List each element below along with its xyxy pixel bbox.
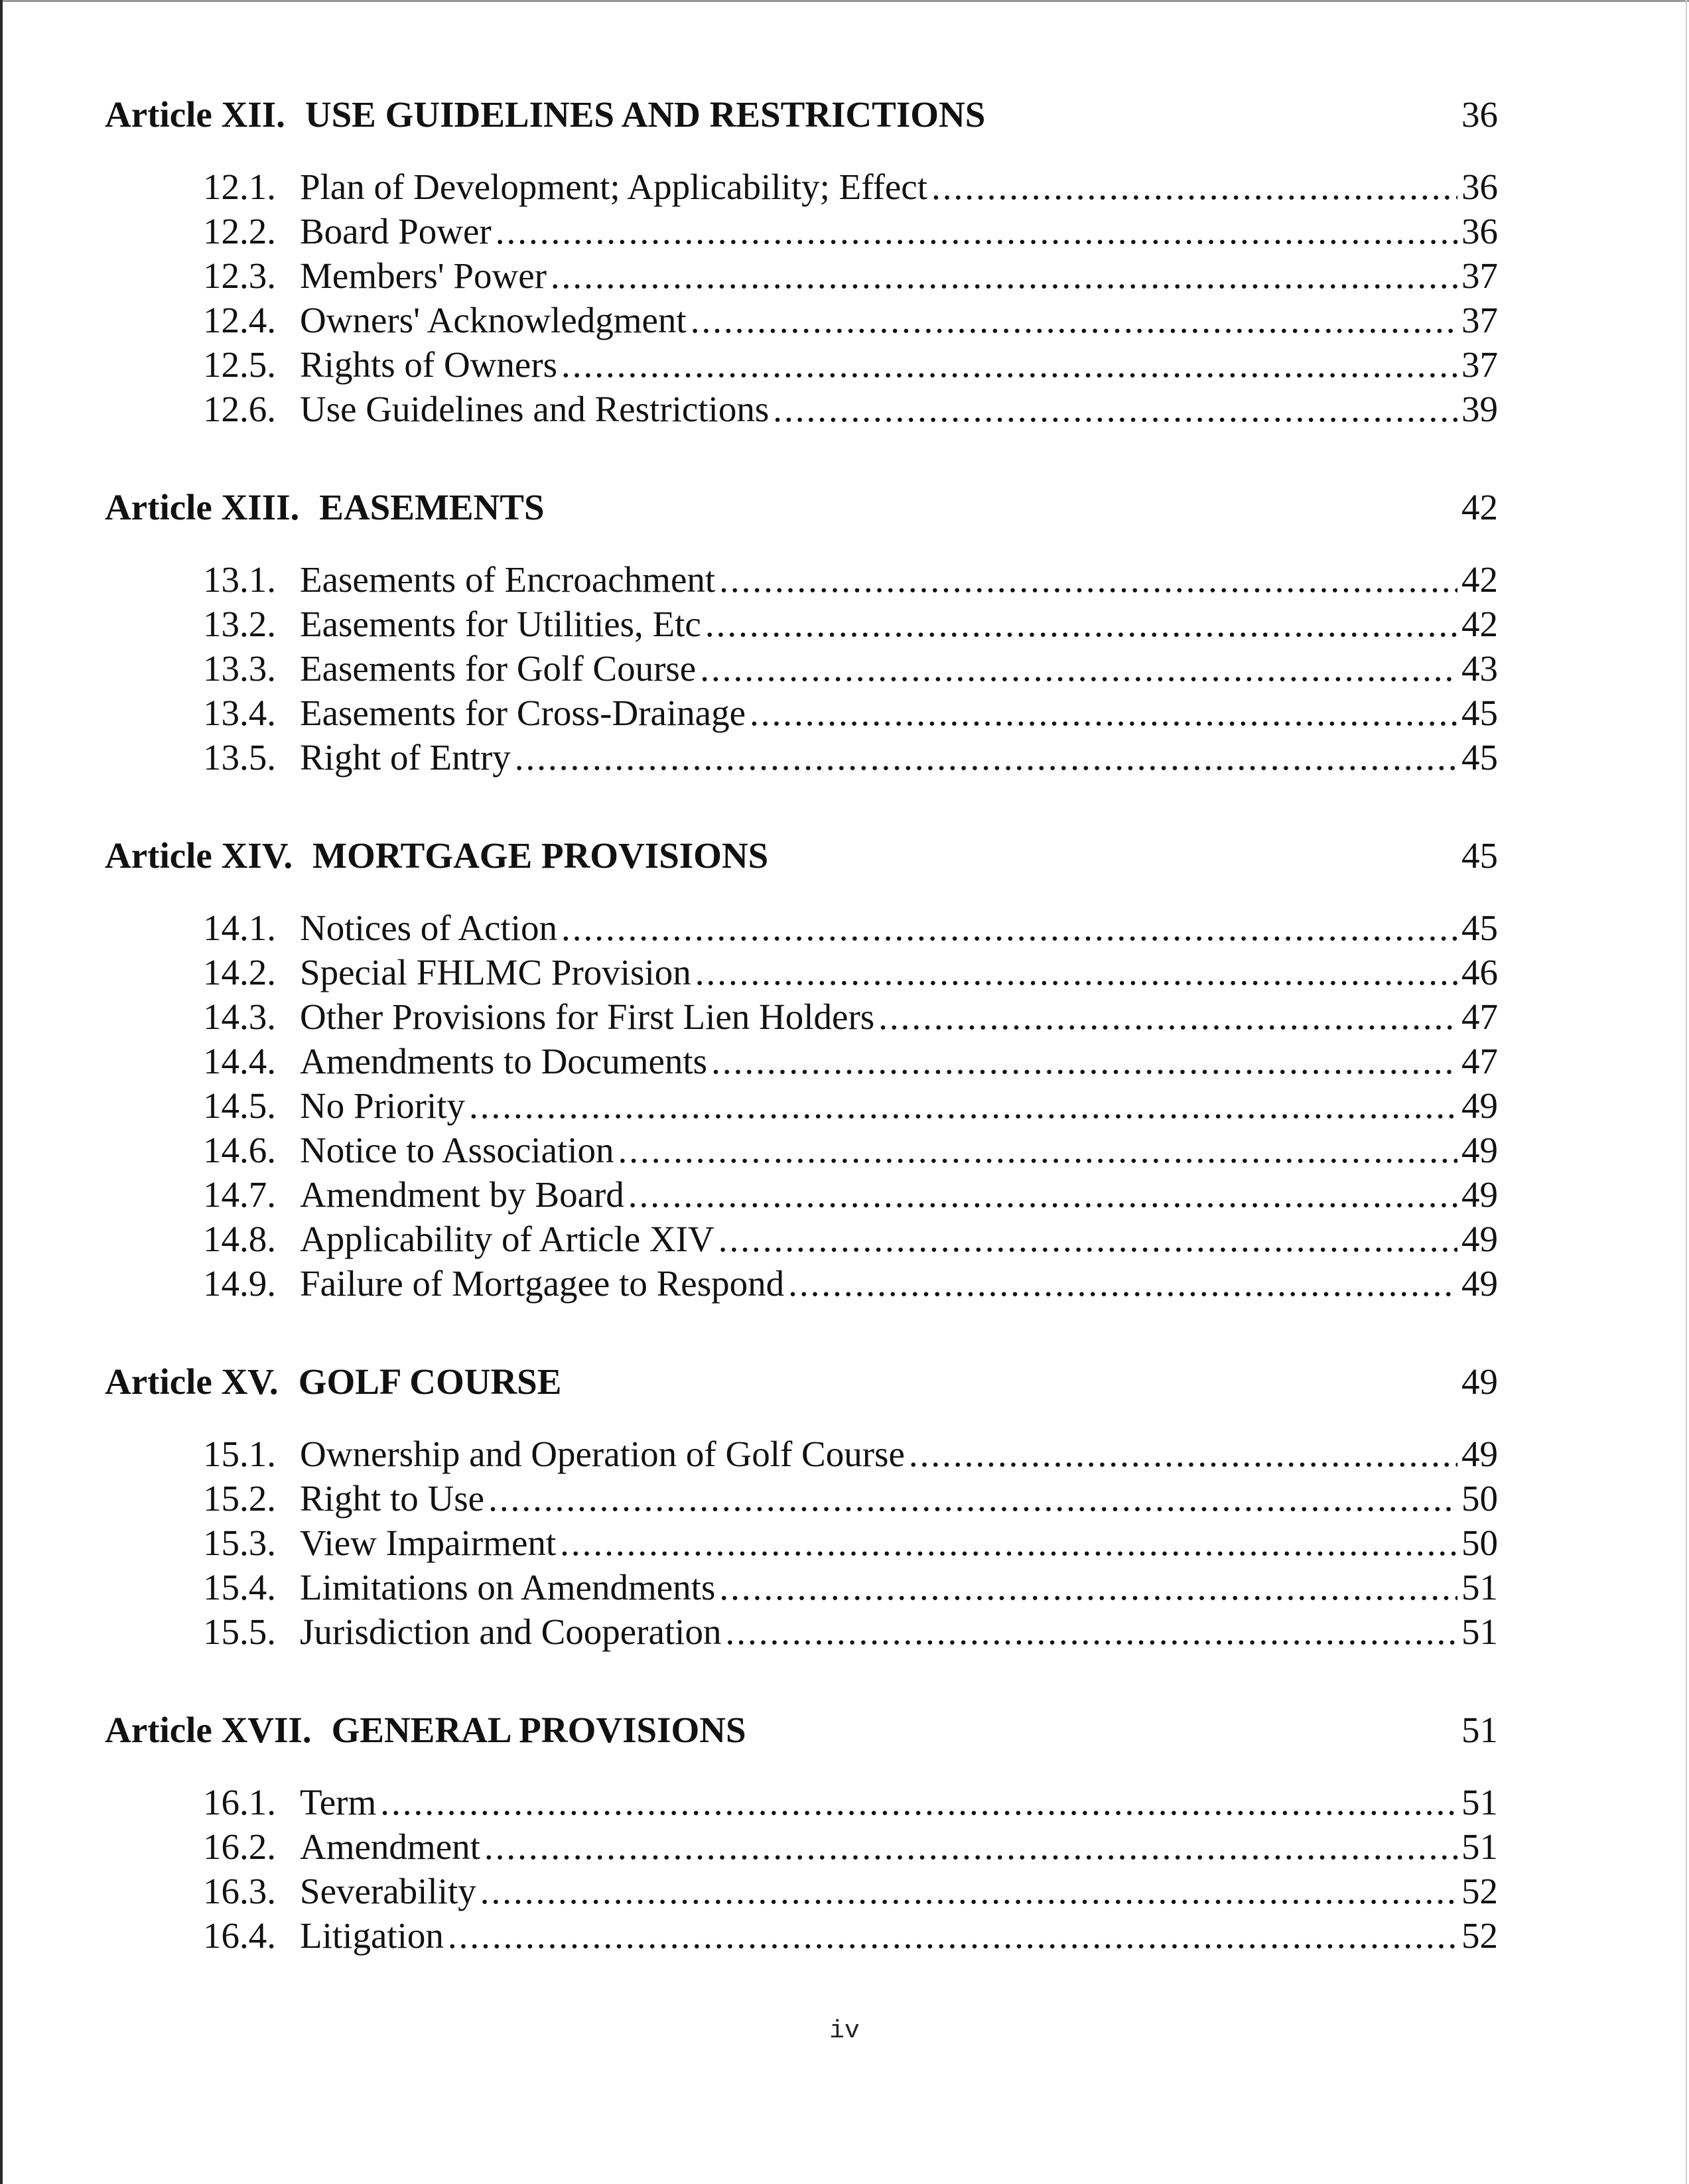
entry-title: Severability [300,1871,476,1911]
dot-leader [718,1217,1457,1261]
section-entry-list [105,165,1498,431]
toc-entry [203,298,1498,342]
toc-entry [203,1432,1498,1476]
entry-number: 14.4. [203,1041,276,1081]
entry-title: Use Guidelines and Restrictions [300,389,770,429]
toc-entry [203,1217,1498,1261]
entry-title: Amendment [300,1826,480,1867]
entry-page-number: 52 [1461,1871,1498,1911]
dot-leader [909,1432,1457,1476]
entry-page-number: 37 [1461,300,1498,340]
entry-title: Ownership and Operation of Golf Course [300,1434,905,1474]
dot-leader [496,209,1457,253]
page-border-top [0,0,1689,2]
toc-entry [203,1780,1498,1824]
toc-entry [203,950,1498,994]
entry-page-number: 45 [1461,693,1498,733]
article-title: EASEMENTS [319,487,545,527]
section-entry-list [105,557,1498,780]
article-title: MORTGAGE PROVISIONS [312,835,769,876]
article-heading [105,1347,1498,1417]
entry-number: 13.4. [203,693,276,733]
page-number: iv [829,2017,860,2045]
toc-entry [203,387,1498,431]
entry-number: 15.3. [203,1523,276,1563]
entry-title: Plan of Development; Applicability; Effect [300,167,927,207]
toc-entry [203,691,1498,735]
dot-leader [380,1780,1457,1824]
entry-title: Jurisdiction and Cooperation [300,1611,722,1652]
entry-number: 13.5. [203,737,276,778]
entry-title: Notices of Action [300,908,557,948]
dot-leader [878,994,1457,1039]
entry-title: Easements for Golf Course [300,648,697,689]
entry-page-number: 52 [1461,1915,1498,1956]
dot-leader [561,906,1457,950]
entry-title: Easements for Cross-Drainage [300,693,746,733]
article-section [105,1347,1498,1654]
entry-title: Easements for Utilities, Etc [300,604,701,644]
toc-entry [203,557,1498,602]
article-title: GENERAL PROVISIONS [331,1710,746,1750]
entry-page-number: 47 [1461,1041,1498,1081]
entry-page-number: 36 [1461,211,1498,251]
dot-leader [515,735,1457,780]
entry-number: 15.5. [203,1611,276,1652]
entry-number: 15.4. [203,1567,276,1607]
entry-number: 14.9. [203,1263,276,1304]
page-border-right [1686,0,1687,2184]
article-label: Article XII. [105,94,285,135]
entry-page-number: 49 [1461,1174,1498,1215]
toc-entry [203,1128,1498,1172]
entry-title: No Priority [300,1085,466,1126]
article-section [105,1695,1498,1958]
entry-page-number: 49 [1461,1219,1498,1259]
entry-number: 14.8. [203,1219,276,1259]
entry-number: 16.3. [203,1871,276,1911]
toc-entry [203,1869,1498,1913]
entry-number: 12.3. [203,255,276,296]
toc-entry [203,1913,1498,1958]
section-entry-list [105,906,1498,1306]
entry-number: 14.5. [203,1085,276,1126]
toc-entry [203,1039,1498,1083]
entry-title: Litigation [300,1915,444,1956]
toc-entry [203,1083,1498,1128]
section-entry-list [105,1780,1498,1958]
toc-entry [203,1172,1498,1217]
dot-leader [788,1261,1457,1306]
entry-page-number: 49 [1461,1263,1498,1304]
article-section [105,80,1498,431]
entry-title: View Impairment [300,1523,557,1563]
entry-title: Term [300,1782,377,1822]
article-label: Article XV. [105,1361,279,1402]
entry-number: 12.1. [203,167,276,207]
entry-title: Members' Power [300,255,547,296]
entry-number: 16.1. [203,1782,276,1822]
dot-leader [773,387,1457,431]
dot-leader [480,1869,1457,1913]
entry-page-number: 49 [1461,1085,1498,1126]
entry-page-number: 50 [1461,1523,1498,1563]
entry-page-number: 39 [1461,389,1498,429]
entry-number: 14.1. [203,908,276,948]
toc-entry [203,1521,1498,1565]
toc-entry [203,1476,1498,1521]
dot-leader [691,298,1457,342]
entry-number: 12.4. [203,300,276,340]
toc-entry [203,209,1498,253]
entry-number: 16.2. [203,1826,276,1867]
dot-leader [484,1824,1457,1869]
toc-entry [203,646,1498,691]
dot-leader [700,646,1457,691]
dot-leader [560,1521,1457,1565]
article-section [105,472,1498,780]
entry-page-number: 45 [1461,908,1498,948]
article-heading [105,472,1498,543]
toc-entry [203,1609,1498,1654]
entry-page-number: 42 [1461,604,1498,644]
dot-leader [931,165,1457,209]
entry-number: 14.2. [203,952,276,992]
entry-number: 15.2. [203,1478,276,1519]
dot-leader [448,1913,1457,1958]
entry-title: Easements of Encroachment [300,559,716,600]
entry-number: 14.3. [203,996,276,1037]
page-border-left [0,0,3,2184]
article-page-number: 36 [1461,94,1498,135]
dot-leader [711,1039,1457,1083]
entry-page-number: 43 [1461,648,1498,689]
toc-entry [203,165,1498,209]
toc-entry [203,342,1498,387]
entry-page-number: 49 [1461,1130,1498,1170]
dot-leader [469,1083,1457,1128]
entry-page-number: 50 [1461,1478,1498,1519]
toc-entry [203,1824,1498,1869]
section-entry-list [105,1432,1498,1654]
entry-page-number: 47 [1461,996,1498,1037]
entry-title: Right to Use [300,1478,485,1519]
entry-page-number: 37 [1461,344,1498,385]
entry-number: 13.3. [203,648,276,689]
entry-title: Board Power [300,211,492,251]
entry-number: 14.6. [203,1130,276,1170]
article-label: Article XVII. [105,1710,312,1750]
entry-page-number: 51 [1461,1611,1498,1652]
entry-title: Limitations on Amendments [300,1567,716,1607]
dot-leader [705,602,1457,646]
article-label: Article XIV. [105,835,293,876]
article-section [105,821,1498,1306]
entry-number: 14.7. [203,1174,276,1215]
article-page-number: 49 [1461,1361,1498,1402]
entry-number: 13.2. [203,604,276,644]
entry-page-number: 51 [1461,1826,1498,1867]
entry-title: Amendment by Board [300,1174,624,1215]
dot-leader [750,691,1457,735]
toc-entry [203,906,1498,950]
entry-number: 12.2. [203,211,276,251]
dot-leader [725,1609,1457,1654]
entry-page-number: 46 [1461,952,1498,992]
article-heading [105,1695,1498,1765]
dot-leader [719,557,1457,602]
entry-title: Applicability of Article XIV [300,1219,714,1259]
entry-number: 12.6. [203,389,276,429]
entry-title: Right of Entry [300,737,511,778]
entry-page-number: 51 [1461,1782,1498,1822]
dot-leader [488,1476,1457,1521]
dot-leader [551,253,1457,298]
article-title: USE GUIDELINES AND RESTRICTIONS [304,94,986,135]
entry-page-number: 36 [1461,167,1498,207]
entry-title: Rights of Owners [300,344,558,385]
dot-leader [628,1172,1457,1217]
toc-entry [203,994,1498,1039]
entry-page-number: 45 [1461,737,1498,778]
table-of-contents [105,80,1498,1999]
article-page-number: 51 [1461,1710,1498,1750]
article-heading [105,80,1498,150]
entry-page-number: 51 [1461,1567,1498,1607]
article-page-number: 45 [1461,835,1498,876]
article-label: Article XIII. [105,487,300,527]
article-title: GOLF COURSE [298,1361,562,1402]
dot-leader [561,342,1457,387]
entry-page-number: 42 [1461,559,1498,600]
entry-number: 12.5. [203,344,276,385]
entry-page-number: 49 [1461,1434,1498,1474]
entry-title: Special FHLMC Provision [300,952,691,992]
dot-leader [719,1565,1457,1609]
entry-title: Other Provisions for First Lien Holders [300,996,875,1037]
dot-leader [695,950,1457,994]
entry-number: 13.1. [203,559,276,600]
entry-number: 16.4. [203,1915,276,1956]
entry-title: Owners' Acknowledgment [300,300,687,340]
toc-entry [203,602,1498,646]
toc-entry [203,1261,1498,1306]
dot-leader [618,1128,1457,1172]
article-page-number: 42 [1461,487,1498,527]
toc-entry [203,735,1498,780]
entry-title: Notice to Association [300,1130,614,1170]
entry-title: Failure of Mortgagee to Respond [300,1263,785,1304]
toc-entry [203,253,1498,298]
article-heading [105,821,1498,891]
entry-page-number: 37 [1461,255,1498,296]
entry-title: Amendments to Documents [300,1041,708,1081]
toc-entry [203,1565,1498,1609]
entry-number: 15.1. [203,1434,276,1474]
